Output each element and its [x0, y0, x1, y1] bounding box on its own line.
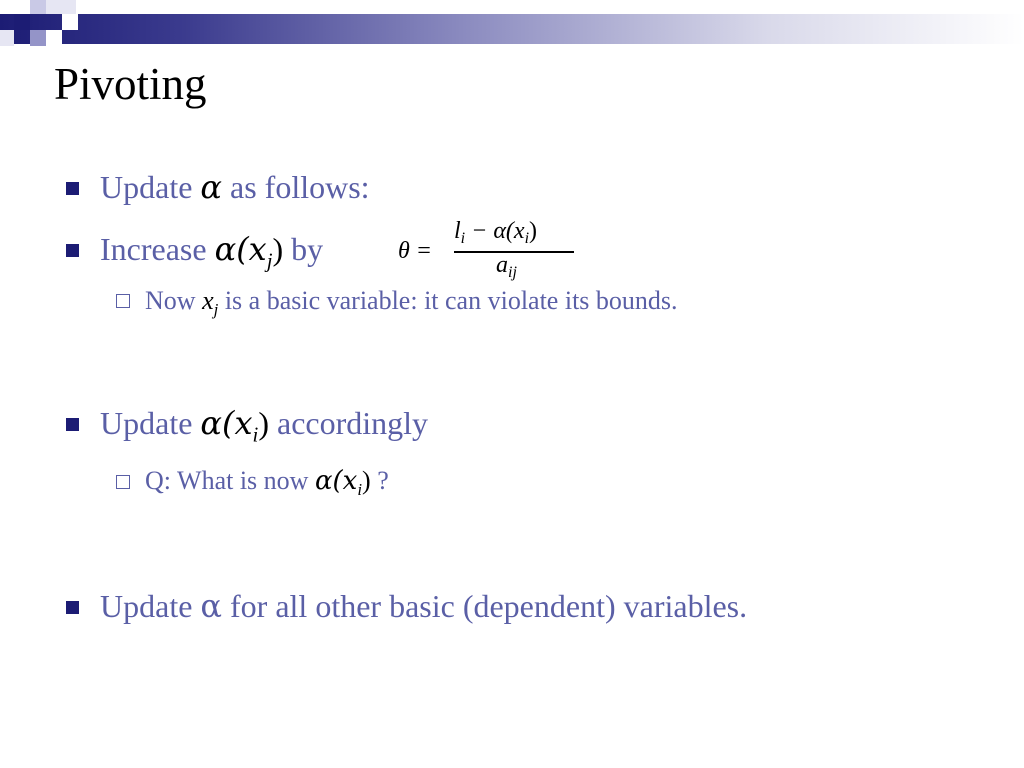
decor-square-2: [30, 0, 46, 14]
subbullet-marker: [116, 475, 130, 489]
bullet-marker: [66, 244, 79, 257]
bullet-text: accordingly: [268, 405, 429, 441]
bullet-text: Update: [100, 588, 201, 624]
subbullet-text: ?: [370, 466, 389, 495]
math-subscript: j: [266, 249, 273, 273]
decor-square-3: [46, 0, 76, 14]
math-subscript: i: [357, 479, 363, 499]
bullet-text: as follows:: [222, 169, 370, 205]
decor-square-7: [0, 30, 14, 46]
math-variable: x: [202, 286, 214, 315]
bullet-increase: [100, 230, 323, 273]
subbullet-text: Now: [145, 286, 203, 315]
bullet-update-others: [100, 587, 747, 625]
bullet-text: Update: [100, 169, 201, 205]
subbullet-question: [145, 466, 389, 500]
bullet-update-alpha: [100, 168, 370, 206]
bullet-update-accordingly: [100, 404, 428, 447]
math-subscript: j: [213, 299, 219, 319]
formula-subscript: i: [460, 230, 466, 247]
math-paren: ): [258, 405, 269, 441]
math-expression: α(x: [314, 466, 358, 496]
alpha-symbol: α: [200, 168, 223, 206]
math-expression: α(x: [214, 230, 267, 268]
formula-paren: ): [529, 218, 538, 244]
math-paren: ): [362, 466, 371, 495]
formula-a: a: [496, 252, 508, 278]
formula-numerator-rest: − α(x: [465, 218, 525, 244]
bullet-text: Increase: [100, 231, 215, 267]
formula-lhs: θ =: [398, 238, 432, 264]
formula-numerator: [454, 218, 537, 248]
math-paren: ): [272, 231, 284, 267]
decor-square-6: [62, 14, 78, 30]
header-banner: [0, 14, 1024, 44]
subbullet-marker: [116, 294, 130, 308]
bullet-marker: [66, 182, 79, 195]
math-expression: α(x: [200, 404, 253, 442]
subbullet-now-basic: [145, 286, 678, 320]
decor-square-4: [30, 30, 46, 46]
formula-denominator: [496, 252, 517, 282]
alpha-symbol: α: [200, 587, 223, 625]
formula-subscript: i: [524, 230, 530, 247]
bullet-text: for all other basic (dependent) variables.: [222, 588, 748, 624]
bullet-marker: [66, 601, 79, 614]
bullet-marker: [66, 418, 79, 431]
decor-square-1: [14, 14, 30, 30]
formula-l: l: [454, 218, 461, 244]
math-subscript: i: [252, 423, 259, 447]
bullet-text: by: [283, 231, 324, 267]
decor-square-5: [46, 30, 62, 46]
subbullet-text: is a basic variable: it can violate its bounds.: [218, 286, 678, 315]
slide-title: Pivoting: [54, 59, 207, 109]
subbullet-text: Q: What is now: [145, 466, 315, 495]
formula-subscript: ij: [508, 264, 517, 281]
bullet-text: Update: [100, 405, 201, 441]
